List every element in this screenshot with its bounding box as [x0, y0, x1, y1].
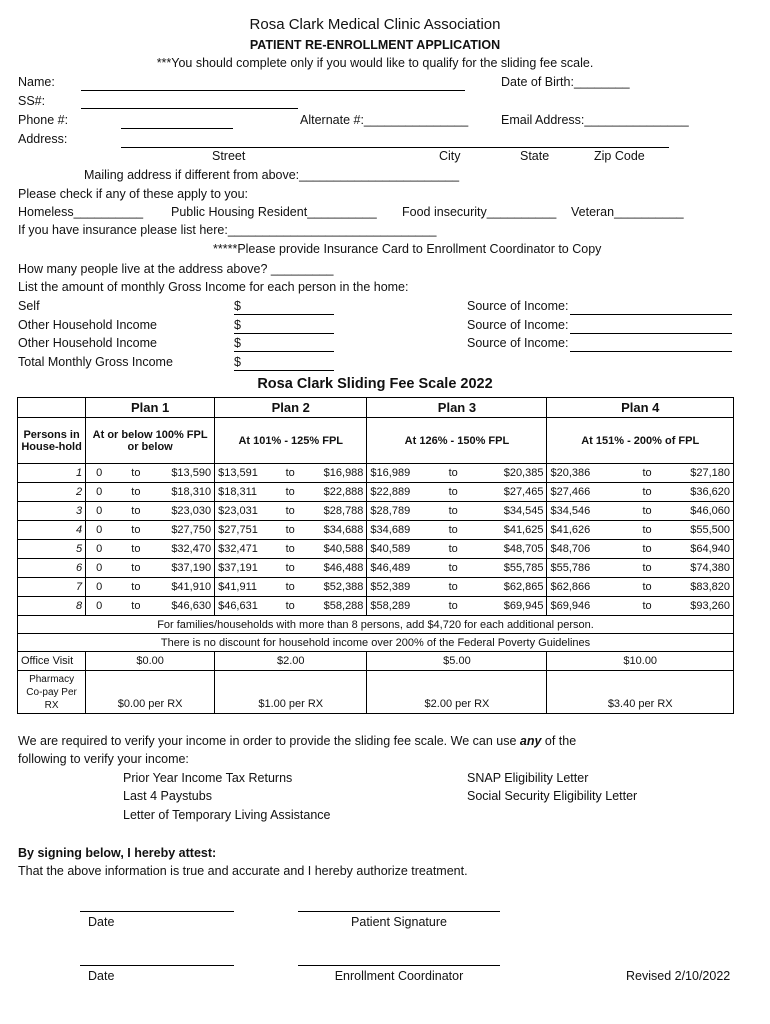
- attest-heading: By signing below, I hereby attest:: [18, 846, 217, 860]
- dob-field[interactable]: Date of Birth:________: [501, 75, 630, 89]
- range-to: to: [630, 559, 664, 578]
- range-low: 0: [86, 540, 129, 559]
- patient-signature-line[interactable]: [298, 911, 500, 912]
- range-to: to: [630, 521, 664, 540]
- range-low: $18,311: [215, 483, 275, 502]
- city-label: City: [439, 149, 461, 163]
- range-to: to: [274, 502, 306, 521]
- source-label: Source of Income:: [467, 318, 569, 332]
- range-high: $46,488: [306, 559, 367, 578]
- source-label: Source of Income:: [467, 299, 569, 313]
- range-high: $41,910: [158, 578, 214, 597]
- range-to: to: [274, 521, 306, 540]
- income-amount-self[interactable]: [234, 314, 334, 315]
- range-high: $40,588: [306, 540, 367, 559]
- doc-option: Letter of Temporary Living Assistance: [123, 808, 331, 822]
- income-amount-other-2[interactable]: [234, 351, 334, 352]
- office-visit-fee: $0.00: [86, 652, 215, 671]
- income-label-other-1: Other Household Income: [18, 318, 157, 332]
- name-label: Name:: [18, 75, 55, 89]
- range-to: to: [630, 578, 664, 597]
- fee-row: [18, 540, 734, 559]
- persons-header: Persons in House-hold: [18, 418, 86, 464]
- fpl-range-header: At 101% - 125% FPL: [215, 418, 367, 464]
- range-low: 0: [86, 521, 129, 540]
- sliding-fee-table: [17, 397, 734, 714]
- public-housing-checkbox[interactable]: Public Housing Resident__________: [171, 205, 377, 219]
- range-high: $41,625: [471, 521, 547, 540]
- pharmacy-copay-fee: $0.00 per RX: [86, 671, 215, 714]
- revised-date: Revised 2/10/2022: [626, 969, 731, 983]
- range-high: $22,888: [306, 483, 367, 502]
- range-low: $37,191: [215, 559, 275, 578]
- form-note: ***You should complete only if you would like to qualify for the sliding fee scale.: [156, 56, 594, 70]
- range-low: 0: [86, 502, 129, 521]
- email-field[interactable]: Email Address:_______________: [501, 113, 689, 127]
- range-to: to: [128, 483, 158, 502]
- range-low: $46,631: [215, 597, 275, 616]
- date-line-1[interactable]: [80, 911, 234, 912]
- fee-row: [18, 597, 734, 616]
- dollar-sign: $: [234, 355, 241, 369]
- range-low: $46,489: [367, 559, 435, 578]
- insurance-card-note: *****Please provide Insurance Card to Enrollment Coordinator to Copy: [213, 242, 602, 256]
- range-high: $69,945: [471, 597, 547, 616]
- income-source-other-1[interactable]: [570, 333, 732, 334]
- range-to: to: [128, 521, 158, 540]
- veteran-checkbox[interactable]: Veteran__________: [571, 205, 684, 219]
- household-size: 7: [18, 578, 86, 597]
- clinic-name: Rosa Clark Medical Clinic Association: [249, 16, 501, 33]
- date-line-2[interactable]: [80, 965, 234, 966]
- coordinator-signature-line[interactable]: [298, 965, 500, 966]
- fee-row: [18, 521, 734, 540]
- range-high: $74,380: [664, 559, 733, 578]
- range-high: $16,988: [306, 464, 367, 483]
- date-label-2: Date: [88, 969, 115, 983]
- income-amount-total[interactable]: [234, 370, 334, 371]
- dollar-sign: $: [234, 318, 241, 332]
- range-to: to: [274, 559, 306, 578]
- doc-option: Prior Year Income Tax Returns: [123, 771, 293, 785]
- range-low: $55,786: [547, 559, 630, 578]
- income-label-total: Total Monthly Gross Income: [18, 355, 173, 369]
- range-low: $28,789: [367, 502, 435, 521]
- range-to: to: [630, 502, 664, 521]
- attest-text: That the above information is true and accurate and I hereby authorize treatment.: [18, 864, 468, 878]
- food-insecurity-checkbox[interactable]: Food insecurity__________: [402, 205, 557, 219]
- income-label-self: Self: [18, 299, 40, 313]
- range-low: $69,946: [547, 597, 630, 616]
- pharmacy-copay-fee: $3.40 per RX: [547, 671, 734, 714]
- name-field[interactable]: [81, 90, 465, 91]
- fpl-range-header: At 151% - 200% of FPL: [547, 418, 734, 464]
- range-high: $34,688: [306, 521, 367, 540]
- range-low: 0: [86, 483, 129, 502]
- verify-text-b: of the: [541, 734, 577, 748]
- range-to: to: [128, 597, 158, 616]
- header-blank: [18, 398, 86, 418]
- address-label: Address:: [18, 132, 68, 146]
- range-low: 0: [86, 464, 129, 483]
- range-low: $13,591: [215, 464, 275, 483]
- range-low: $40,589: [367, 540, 435, 559]
- doc-option: SNAP Eligibility Letter: [467, 771, 589, 785]
- range-to: to: [274, 578, 306, 597]
- household-count-field[interactable]: How many people live at the address above? _________: [18, 262, 334, 276]
- pharmacy-copay-label: Pharmacy Co-pay Per RX: [18, 671, 86, 714]
- plan-header: Plan 3: [367, 398, 547, 418]
- range-to: to: [435, 521, 471, 540]
- range-high: $46,060: [664, 502, 733, 521]
- dollar-sign: $: [234, 336, 241, 350]
- household-size: 3: [18, 502, 86, 521]
- range-to: to: [435, 483, 471, 502]
- alternate-phone-field[interactable]: Alternate #:_______________: [300, 113, 469, 127]
- range-low: $48,706: [547, 540, 630, 559]
- range-high: $36,620: [664, 483, 733, 502]
- office-visit-fee: $5.00: [367, 652, 547, 671]
- form-title: PATIENT RE-ENROLLMENT APPLICATION: [249, 38, 501, 52]
- range-high: $83,820: [664, 578, 733, 597]
- range-low: $32,471: [215, 540, 275, 559]
- range-to: to: [274, 540, 306, 559]
- range-to: to: [630, 464, 664, 483]
- range-low: 0: [86, 597, 129, 616]
- range-to: to: [128, 559, 158, 578]
- range-high: $27,180: [664, 464, 733, 483]
- range-to: to: [435, 502, 471, 521]
- range-high: $55,785: [471, 559, 547, 578]
- range-high: $55,500: [664, 521, 733, 540]
- range-to: to: [435, 597, 471, 616]
- range-high: $18,310: [158, 483, 214, 502]
- range-low: 0: [86, 559, 129, 578]
- income-source-self[interactable]: [570, 314, 732, 315]
- range-high: $20,385: [471, 464, 547, 483]
- phone-field[interactable]: [121, 128, 233, 129]
- range-to: to: [435, 464, 471, 483]
- plan-header: Plan 2: [215, 398, 367, 418]
- income-amount-other-1[interactable]: [234, 333, 334, 334]
- dollar-sign: $: [234, 299, 241, 313]
- fee-row: [18, 502, 734, 521]
- source-label: Source of Income:: [467, 336, 569, 350]
- check-instructions: Please check if any of these apply to you:: [18, 187, 248, 201]
- range-to: to: [630, 597, 664, 616]
- income-instructions: List the amount of monthly Gross Income for each person in the home:: [18, 280, 409, 294]
- verify-text-a: We are required to verify your income in order to provide the sliding fee scale. We can use: [18, 734, 520, 748]
- income-label-other-2: Other Household Income: [18, 336, 157, 350]
- ssn-field[interactable]: [81, 108, 298, 109]
- range-low: $22,889: [367, 483, 435, 502]
- zip-label: Zip Code: [594, 149, 645, 163]
- range-low: $27,751: [215, 521, 275, 540]
- range-to: to: [630, 483, 664, 502]
- range-high: $64,940: [664, 540, 733, 559]
- range-high: $34,545: [471, 502, 547, 521]
- range-low: $27,466: [547, 483, 630, 502]
- office-visit-label: Office Visit: [18, 652, 86, 671]
- range-to: to: [128, 578, 158, 597]
- street-label: Street: [212, 149, 246, 163]
- pharmacy-copay-fee: $2.00 per RX: [367, 671, 547, 714]
- range-to: to: [435, 578, 471, 597]
- range-low: $34,689: [367, 521, 435, 540]
- verify-statement-cont: following to verify your income:: [18, 752, 189, 766]
- fpl-range-header: At or below 100% FPL or below: [86, 418, 215, 464]
- household-size: 4: [18, 521, 86, 540]
- range-low: $41,626: [547, 521, 630, 540]
- range-high: $52,388: [306, 578, 367, 597]
- household-size: 1: [18, 464, 86, 483]
- patient-signature-label: Patient Signature: [351, 915, 447, 929]
- range-high: $46,630: [158, 597, 214, 616]
- no-discount-note: There is no discount for household income over 200% of the Federal Poverty Guidelines: [18, 634, 734, 652]
- insurance-field[interactable]: If you have insurance please list here:______________________________: [18, 223, 437, 237]
- pharmacy-copay-fee: $1.00 per RX: [215, 671, 367, 714]
- range-to: to: [274, 597, 306, 616]
- household-size: 8: [18, 597, 86, 616]
- range-to: to: [435, 540, 471, 559]
- homeless-checkbox[interactable]: Homeless__________: [18, 205, 144, 219]
- range-low: $62,866: [547, 578, 630, 597]
- range-high: $62,865: [471, 578, 547, 597]
- range-high: $37,190: [158, 559, 214, 578]
- range-high: $32,470: [158, 540, 214, 559]
- range-high: $93,260: [664, 597, 733, 616]
- verify-any: any: [519, 734, 542, 748]
- fee-row: [18, 483, 734, 502]
- verify-statement: [18, 734, 576, 748]
- additional-person-note: For families/households with more than 8 persons, add $4,720 for each additional person.: [18, 616, 734, 634]
- fee-row: [18, 464, 734, 483]
- mailing-address-field[interactable]: Mailing address if different from above:_______________________: [84, 168, 460, 182]
- household-size: 6: [18, 559, 86, 578]
- range-low: $34,546: [547, 502, 630, 521]
- range-high: $27,750: [158, 521, 214, 540]
- fee-row: [18, 559, 734, 578]
- office-visit-fee: $10.00: [547, 652, 734, 671]
- range-low: $16,989: [367, 464, 435, 483]
- range-to: to: [274, 464, 306, 483]
- fpl-range-header: At 126% - 150% FPL: [367, 418, 547, 464]
- range-high: $28,788: [306, 502, 367, 521]
- coordinator-signature-label: Enrollment Coordinator: [334, 969, 464, 983]
- range-high: $23,030: [158, 502, 214, 521]
- range-high: $48,705: [471, 540, 547, 559]
- fee-row: [18, 578, 734, 597]
- fee-scale-title: Rosa Clark Sliding Fee Scale 2022: [257, 376, 493, 392]
- ssn-label: SS#:: [18, 94, 46, 108]
- doc-option: Last 4 Paystubs: [123, 789, 212, 803]
- range-low: $41,911: [215, 578, 275, 597]
- range-to: to: [128, 464, 158, 483]
- income-source-other-2[interactable]: [570, 351, 732, 352]
- household-size: 5: [18, 540, 86, 559]
- range-to: to: [128, 540, 158, 559]
- plan-header: Plan 1: [86, 398, 215, 418]
- range-low: $58,289: [367, 597, 435, 616]
- range-low: $20,386: [547, 464, 630, 483]
- doc-option: Social Security Eligibility Letter: [467, 789, 638, 803]
- household-size: 2: [18, 483, 86, 502]
- office-visit-fee: $2.00: [215, 652, 367, 671]
- range-to: to: [435, 559, 471, 578]
- range-to: to: [274, 483, 306, 502]
- address-field[interactable]: [121, 147, 669, 148]
- plan-header: Plan 4: [547, 398, 734, 418]
- range-high: $13,590: [158, 464, 214, 483]
- range-low: $23,031: [215, 502, 275, 521]
- range-to: to: [128, 502, 158, 521]
- range-low: $52,389: [367, 578, 435, 597]
- range-to: to: [630, 540, 664, 559]
- phone-label: Phone #:: [18, 113, 69, 127]
- range-low: 0: [86, 578, 129, 597]
- state-label: State: [520, 149, 550, 163]
- range-high: $58,288: [306, 597, 367, 616]
- range-high: $27,465: [471, 483, 547, 502]
- date-label-1: Date: [88, 915, 115, 929]
